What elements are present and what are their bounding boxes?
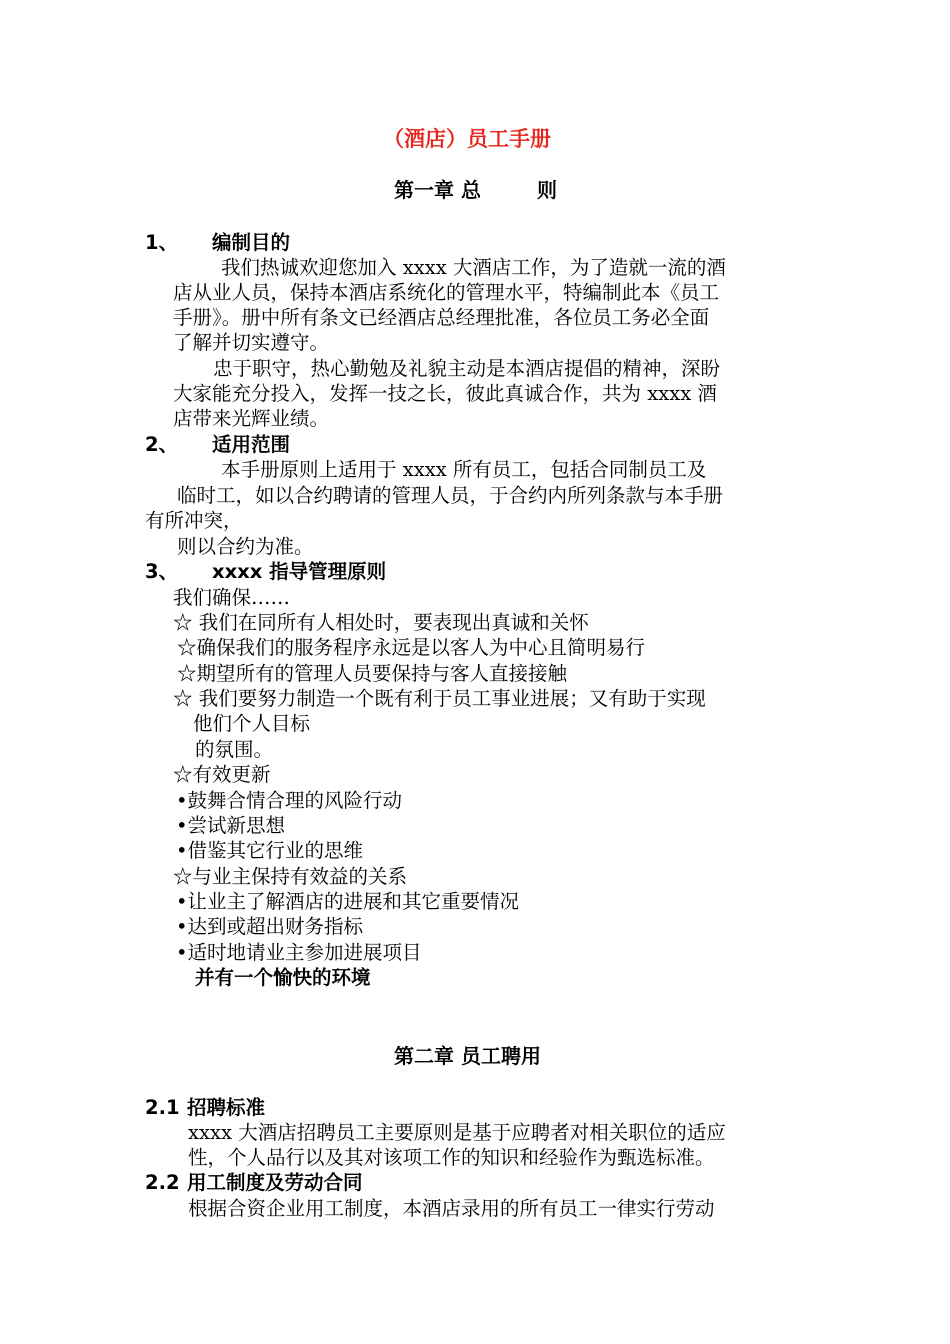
section-2-line: 临时工，如以合约聘请的管理人员，于合约内所列条款与本手册 — [177, 484, 724, 507]
principle-line: 他们个人目标 — [193, 712, 311, 735]
section-1-line: 手册》。册中所有条文已经酒店总经理批准，各位员工务必全面 — [173, 306, 710, 329]
section-2-line: 本手册原则上适用于 xxxx 所有员工，包括合同制员工及 — [221, 458, 707, 481]
chapter-2-heading: 第二章 员工聘用 — [394, 1044, 541, 1068]
section-1-line: 店从业人员，保持本酒店系统化的管理水平，特编制此本《员工 — [173, 281, 720, 304]
section-2-2-title: 用工制度及劳动合同 — [187, 1171, 363, 1194]
principle-line: ☆ 我们要努力制造一个既有利于员工事业进展；又有助于实现 — [173, 687, 706, 710]
principle-line: •达到或超出财务指标 — [176, 915, 364, 938]
section-2-1-line: xxxx 大酒店招聘员工主要原则是基于应聘者对相关职位的适应 — [188, 1121, 726, 1144]
section-2-line: 有所冲突， — [145, 509, 243, 532]
section-1-line: 忠于职守，热心勤勉及礼貌主动是本酒店提倡的精神，深盼 — [213, 357, 721, 380]
section-2-line: 则以合约为准。 — [177, 535, 314, 558]
principle-line: 的氛围。 — [195, 738, 274, 761]
section-1-number: 1、 — [145, 231, 179, 254]
section-3-title: xxxx 指导管理原则 — [212, 560, 387, 583]
principle-line: 我们确保…… — [173, 586, 291, 609]
section-2-2-number: 2.2 — [145, 1171, 180, 1194]
section-2-title: 适用范围 — [212, 433, 291, 456]
section-1-line: 大家能充分投入，发挥一技之长，彼此真诚合作，共为 xxxx 酒 — [173, 382, 717, 405]
principle-line: •借鉴其它行业的思维 — [176, 839, 364, 862]
section-1-line: 店带来光辉业绩。 — [173, 407, 330, 430]
section-2-1-line: 性，个人品行以及其对该项工作的知识和经验作为甄选标准。 — [188, 1146, 715, 1169]
principle-line: •适时地请业主参加进展项目 — [176, 941, 422, 964]
section-2-1-number: 2.1 — [145, 1096, 180, 1119]
chapter-1-heading-prefix: 第一章 总 — [394, 178, 481, 202]
section-1-line: 了解并切实遵守。 — [173, 331, 330, 354]
principle-line: ☆与业主保持有效益的关系 — [173, 865, 408, 888]
principle-line: ☆有效更新 — [173, 763, 271, 786]
section-2-2-line: 根据合资企业用工制度，本酒店录用的所有员工一律实行劳动 — [188, 1197, 715, 1220]
principle-line: •鼓舞合情合理的风险行动 — [176, 789, 403, 812]
chapter-1-heading-suffix: 则 — [537, 178, 557, 202]
principle-line: ☆ 我们在同所有人相处时，要表现出真诚和关怀 — [173, 611, 589, 634]
principle-line: ☆确保我们的服务程序永远是以客人为中心且简明易行 — [177, 636, 646, 659]
section-2-1-title: 招聘标准 — [187, 1096, 266, 1119]
section-1-title: 编制目的 — [212, 231, 291, 254]
section-3-number: 3、 — [145, 560, 179, 583]
principle-line: ☆期望所有的管理人员要保持与客人直接接触 — [177, 662, 568, 685]
principle-line: •尝试新思想 — [176, 814, 286, 837]
principle-closing: 并有一个愉快的环境 — [195, 966, 371, 989]
principle-line: •让业主了解酒店的进展和其它重要情况 — [176, 890, 520, 913]
section-2-number: 2、 — [145, 433, 179, 456]
document-title: （酒店）员工手册 — [383, 127, 551, 151]
section-1-line: 我们热诚欢迎您加入 xxxx 大酒店工作，为了造就一流的酒 — [221, 256, 726, 279]
